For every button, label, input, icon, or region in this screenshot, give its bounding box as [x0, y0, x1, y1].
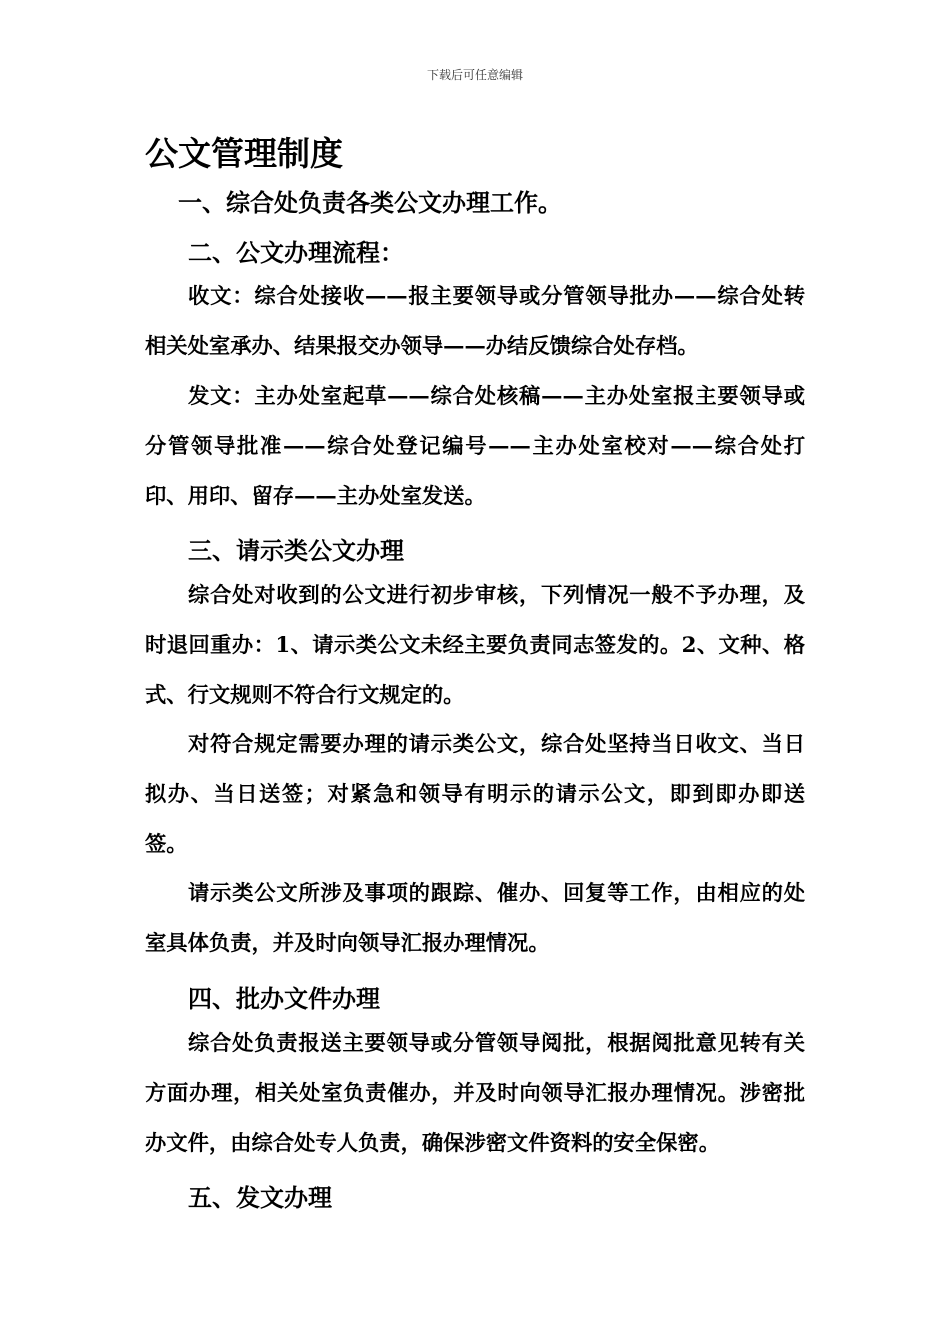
section-3-paragraph-1: 综合处对收到的公文进行初步审核，下列情况一般不予办理，及时退回重办：1、请示类公文未经主要负责同志签发的。2、文种、格式、行文规则不符合行文规定的。 — [145, 583, 805, 708]
section-1-heading: 一、综合处负责各类公文办理工作。 — [178, 188, 562, 217]
header-note: 下载后可任意编辑 — [426, 68, 523, 82]
section-4-paragraph-1: 综合处负责报送主要领导或分管领导阅批，根据阅批意见转有关方面办理，相关处室负责催办，并及时向领导汇报办理情况。涉密批办文件，由综合处专人负责，确保涉密文件资料的安全保密。 — [145, 1031, 805, 1156]
section-3-paragraph-2: 对符合规定需要办理的请示类公文，综合处坚持当日收文、当日拟办、当日送签；对紧急和领导有明示的请示公文，即到即办即送签。 — [145, 732, 805, 857]
section-2-receiving-paragraph: 收文：综合处接收——报主要领导或分管领导批办——综合处转相关处室承办、结果报交办领导——办结反馈综合处存档。 — [145, 284, 805, 359]
section-5-heading: 五、发文办理 — [188, 1183, 332, 1212]
section-2-heading: 二、公文办理流程： — [188, 238, 404, 267]
section-3-paragraph-3: 请示类公文所涉及事项的跟踪、催办、回复等工作，由相应的处室具体负责，并及时向领导汇报办理情况。 — [145, 881, 805, 956]
section-4-heading: 四、批办文件办理 — [188, 984, 380, 1013]
document-title: 公文管理制度 — [145, 134, 343, 173]
section-2-sending-paragraph: 发文：主办处室起草——综合处核稿——主办处室报主要领导或分管领导批准——综合处登记编号——主办处室校对——综合处打印、用印、留存——主办处室发送。 — [145, 384, 805, 509]
section-3-heading: 三、请示类公文办理 — [188, 536, 404, 565]
